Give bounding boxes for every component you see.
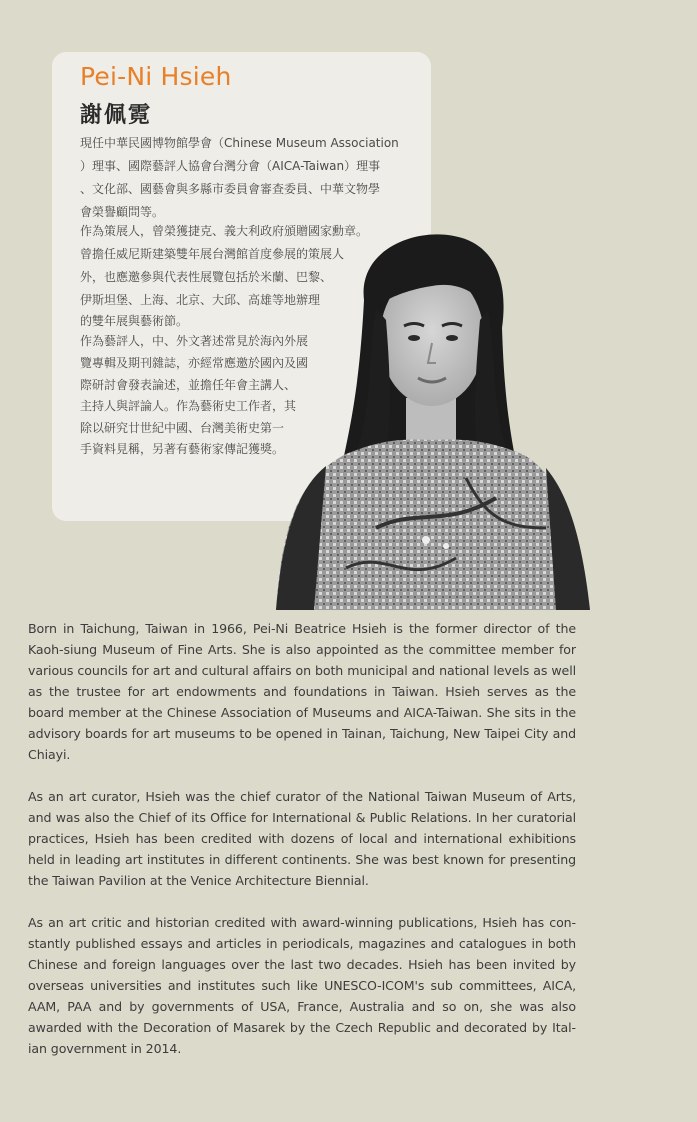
name-english: Pei-Ni Hsieh [80,62,232,91]
chinese-bio-line: 的雙年展與藝術節。 [80,314,189,328]
chinese-bio-line: 手資料見稱，另著有藝術家傳記獲獎。 [80,442,285,456]
name-chinese: 謝佩霓 [80,103,153,128]
bio-paragraph: As an art critic and historian credited with award-winning publications, Hsieh has con-stantly published essays and articles in periodicals, magazines and catalogues in both Chinese and foreign languages over the last two decades. Hsieh has been invited by overseas universities and institutes such like UNESCO-ICOM's sub committees, AICA, AAM, PAA and by governments of USA, France, Australia and so on, she was also awarded with the Decoration of Masarek by the Czech Republic and decorated by Ital-ian government in 2014. [28,915,576,1056]
chinese-bio-line: 作為策展人，曾榮獲捷克、義大利政府頒贈國家勳章。 [80,224,369,238]
portrait-photo [256,228,594,610]
chinese-bio-line: 除以研究廿世紀中國、台灣美術史第一 [80,421,285,435]
bio-paragraph: Born in Taichung, Taiwan in 1966, Pei-Ni Beatrice Hsieh is the former director of the Kaoh-siung Museum of Fine Arts. She is also appointed as the committee member for various councils for art and cultural affairs on both municipal and national levels as well as the trustee for art endowments and foundations in Taiwan. Hsieh serves as the board member at the Chinese Association of Museums and AICA-Taiwan. She sits in the advisory boards for art museums to be opened in Tainan, Taichung, New Taipei City and Chiayi. [28,621,576,762]
chinese-bio-line: ）理事、國際藝評人協會台灣分會（AICA-Taiwan）理事 [80,159,381,173]
chinese-bio-line: 作為藝評人，中、外文著述常見於海內外展 [80,334,309,348]
chinese-bio-line: 伊斯坦堡、上海、北京、大邱、高雄等地辦理 [80,293,321,307]
chinese-bio-line: 、文化部、國藝會與多縣市委員會審查委員、中華文物學 [80,182,381,196]
chinese-bio-line: 主持人與評論人。作為藝術史工作者，其 [80,399,297,413]
chinese-bio-line: 現任中華民國博物館學會（Chinese Museum Association [80,136,399,150]
chinese-bio-line: 際研討會發表論述，並擔任年會主講人、 [80,378,297,392]
english-biography [28,618,576,1080]
chinese-bio-line: 外，也應邀參與代表性展覽包括於米蘭、巴黎、 [80,270,333,284]
chinese-bio-line: 曾擔任威尼斯建築雙年展台灣館首度參展的策展人 [80,247,345,261]
chinese-bio-line: 會榮譽顧問等。 [80,205,165,219]
bio-paragraph: As an art curator, Hsieh was the chief curator of the National Taiwan Museum of Arts, and was also the Chief of its Office for International & Public Relations. In her curatorial practices, Hsieh has been credited with dozens of local and international exhibitions held in leading art institutes in different continents. She was best known for presenting the Taiwan Pavilion at the Venice Architecture Biennial. [28,789,576,888]
chinese-bio-line: 覽專輯及期刊雜誌，亦經常應邀於國內及國 [80,356,309,370]
